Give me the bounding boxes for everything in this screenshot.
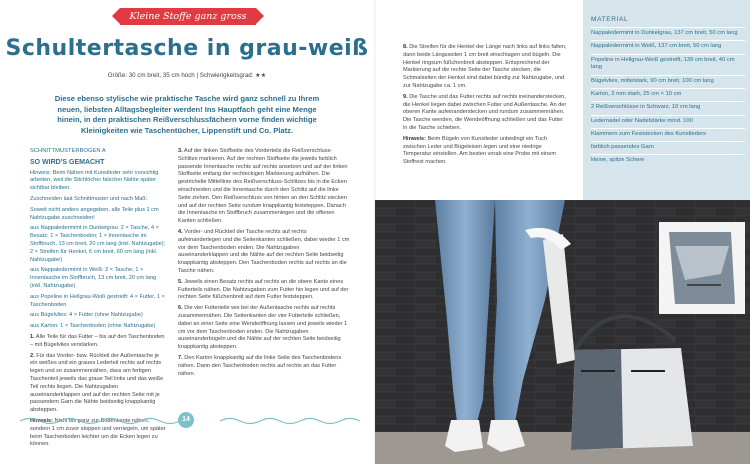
- step-number: 6.: [178, 305, 183, 312]
- column-3: [403, 44, 568, 170]
- cut-cardboard: aus Karton: 1 × Taschenboden (ohne Nahtzugabe): [30, 323, 156, 330]
- step-5: [178, 279, 350, 302]
- step-text: Auf der linken Stoffseite des Vorderteils die Reißverschluss-Schlitze markieren. Auf der rechten Stoffseite die jeweils farblich passende Innentasche rechts auf rechts ansetzen und auf der linken Stoffseite entlang der rechteckigen Markierung aufnähen. Die gestrichelte Mittellinie des Reißverschluss-Schlitzes bis in die Ecken einschneiden und die Innentasche durch den Schlitz auf die linke Seite ziehen. Den Reißverschluss von hinten an den Schlitz stecken und auf der rechten Seite rundum knappkantig feststeppen. Danach die Innentasche im Stoffbruch zusammenlegen und die offenen Kanten schließen.: [178, 148, 348, 225]
- step-number: 1.: [30, 333, 35, 340]
- step-number: 9.: [403, 93, 408, 100]
- step-3: [178, 148, 350, 226]
- material-item: Klammern zum Feststecken des Kunstleders: [591, 128, 745, 141]
- step-text: Die Tasche und das Futter rechts auf rechts ineinanderstecken, die Henkel liegen dabei zwischen Futter und Außentasche. An der oberen Kante aufeinanderstecken und rundum zusammennähen. Die Tasche wenden, die Wendeöffnung schließen und das Futter in die Tasche schieben.: [403, 93, 567, 131]
- step-number: 2.: [30, 352, 35, 359]
- material-item: Popeline in Hellgrau-Weiß gestreift, 139 cm breit, 40 cm lang: [591, 54, 745, 75]
- intro-text: Diese ebenso stylische wie praktische Tasche wird ganz schnell zu Ihrem neuen, liebsten Alltagsbegleiter werden! Ins Hauptfach geht eine Menge hinein, in den praktischen Reißverschlussfächern vorne finden wichtige Kleinigkeiten wie Taschentücher, Lippenstift und Co. Platz.: [54, 94, 320, 135]
- material-item: Bügelvlies, mittelstark, 90 cm breit, 100 cm lang: [591, 75, 745, 88]
- page-number: 14: [178, 412, 194, 428]
- step-text: Vorder- und Rückteil der Tasche rechts auf rechts aufeinanderlegen und die Seitenkanten schließen, dabei wieder 1 cm vor dem Taschenboden enden. Die Nahtzugaben auseinanderklappen und die Nähte auf der rechten Seite beidseitig knappkantig absteppen. Den Taschenboden rechts auf rechts an die Tasche nähen.: [178, 228, 350, 274]
- step-6: [178, 305, 350, 352]
- step-text: Für das Vorder- bzw. Rückteil der Außentasche je ein weißes und ein graues Lederteil rechts auf rechts legen und so zusammennähen, dass am fertigen Taschenteil jeweils das graue Teil links und das weiße Teil rechts liegen. Die Nahtzugaben auseinanderklappen und auf der rechten Seite mit je passendem Garn die Nähte beidseitig knappkantig absteppen.: [30, 352, 164, 414]
- column-2: [178, 148, 350, 381]
- page-title: Schultertasche in grau-weiß: [5, 36, 369, 61]
- materials-box: [583, 0, 750, 200]
- material-item: kleine, spitze Schere: [591, 154, 745, 167]
- step-4: [178, 229, 350, 276]
- material-item: farblich passendes Garn: [591, 141, 745, 154]
- hint-text: Beim Bügeln von Kunstleder unbedingt ein Tuch zwischen Leder und Bügeleisen legen und eine niedrige Temperatur einstellen. Am besten vorab eine Probe mit einem Stoffrest machen.: [403, 135, 556, 166]
- bag-photo: [375, 200, 750, 464]
- section-heading: SO WIRD'S GEMACHT: [30, 158, 105, 166]
- hint-ironing: [403, 136, 568, 167]
- material-item: Ledernadel oder Nadelstärke mind. 100: [591, 115, 745, 128]
- cut-dark-grey: aus Nappaledermimt in Dunkelgrau: 2 × Tasche, 4 × Besatz; 1 × Taschenboden; 1 × Innentasche im Stoffbruch, 13 cm breit, 20 cm lang (inkl. Nahtzugabe); 2 × Streifen für Henkel, 6 cm breit, 60 cm lang (inkl. Nahtzugabe): [30, 225, 166, 263]
- material-item: Nappaledermimt in Dunkelgrau, 137 cm breit, 50 cm lang: [591, 27, 745, 40]
- step-number: 8.: [403, 44, 408, 50]
- step-text: Den Karton knappkantig auf die linke Seite des Taschenbodens nähen. Dann den Taschenboden rechts auf rechts an das Futter nähen.: [178, 354, 342, 377]
- column-1: [30, 148, 166, 452]
- hint-text: Nicht bis ganz zur Bodenkante nähen, sondern 1 cm zuvor stoppen und verriegeln, um später beim Taschenboden leichter um die Ecken legen zu können.: [30, 417, 166, 448]
- hint-label: Hinweis:: [30, 417, 54, 424]
- cut-interfacing: aus Bügelvlies: 4 × Futter (ohne Nahtzugabe): [30, 312, 143, 319]
- hint-label: Hinweis:: [403, 135, 427, 142]
- step-number: 4.: [178, 228, 183, 235]
- hint-leather: Hinweis: Beim Nähen mit Kunstleder sehr vorsichtig arbeiten, weil die Stichlöcher falscher Nähte später sichtbar bleiben.: [30, 169, 159, 192]
- step-2: [30, 353, 166, 415]
- pattern-sheet-label: SCHNITTMUSTERBOGEN A: [30, 148, 106, 154]
- size-difficulty: Größe: 30 cm breit, 35 cm hoch | Schwierigkeitsgrad: ★★: [107, 72, 267, 79]
- step-text: Jeweils einen Besatz rechts auf rechts an die obere Kante eines Futterteils nähen. Die Nahtzugaben zum Futter hin legen und auf der rechten Seite füßchenbreit auf dem Futter feststeppen.: [178, 278, 349, 301]
- step-text: Die Streifen für die Henkel der Länge nach links auf links falten, dann beide Längsseiten 1 cm breit einschlagen und bügeln. Die Henkel ringsum füßchenbreit absteppen. Entsprechend der Markierung auf die rechte Seite der Tasche stecken, die Schmalseiten der Henkel sind dabei bündig zur Nahtzugabe, und zur Nahtzugabe ca. 1 cm.: [403, 44, 567, 89]
- cut-poplin: aus Popeline in Hellgrau-Weiß gestreift: 4 × Futter, 1 × Taschenboden: [30, 293, 165, 308]
- cut-white: aus Nappaledermimt in Weiß: 2 × Tasche; 1 × Innentasche im Stoffbruch, 13 cm breit, 20 cm lang (inkl. Nahtzugabe): [30, 267, 157, 289]
- material-item: 2 Reißverschlüsse in Schwarz, 10 cm lang: [591, 101, 745, 114]
- seam-allowance-note: Soweit nicht anders angegeben, alle Teile plus 1 cm Nahtzugabe zuschneiden!: [30, 206, 159, 221]
- step-text: Die vier Futterteile wie bei der Außentasche rechts auf rechts zusammennähen. Die Seitenkanten der vier Futterteile schließen, dabei an einer Seite eine Wendeöffnung lassen und jeweils wieder 1 cm vor dem Taschenboden enden. Die Nahtzugaben auseinanderbügeln und die Nähte auf der rechten Seite beidseitig knappkantig absteppen.: [178, 305, 348, 351]
- step-number: 7.: [178, 354, 183, 361]
- step-1: [30, 334, 166, 350]
- step-number: 3.: [178, 148, 183, 154]
- material-item: Karton, 2 mm stark, 25 cm × 10 cm: [591, 88, 745, 101]
- material-item: Nappaledermimt in Weiß, 137 cm breit, 50 cm lang: [591, 40, 745, 53]
- materials-heading: MATERIAL: [591, 16, 629, 23]
- cutting-heading: Zuschneiden laut Schnittmuster und nach Maß:: [30, 195, 148, 202]
- step-8: [403, 44, 568, 91]
- step-9: [403, 94, 568, 133]
- step-7: [178, 355, 350, 378]
- step-text: Alle Teile für das Futter – bis auf den Taschenboden – mit Bügelvlies verstärken.: [30, 333, 165, 348]
- category-banner: Kleine Stoffe ganz gross: [120, 8, 256, 25]
- materials-list: [591, 27, 745, 168]
- step-number: 5.: [178, 278, 183, 285]
